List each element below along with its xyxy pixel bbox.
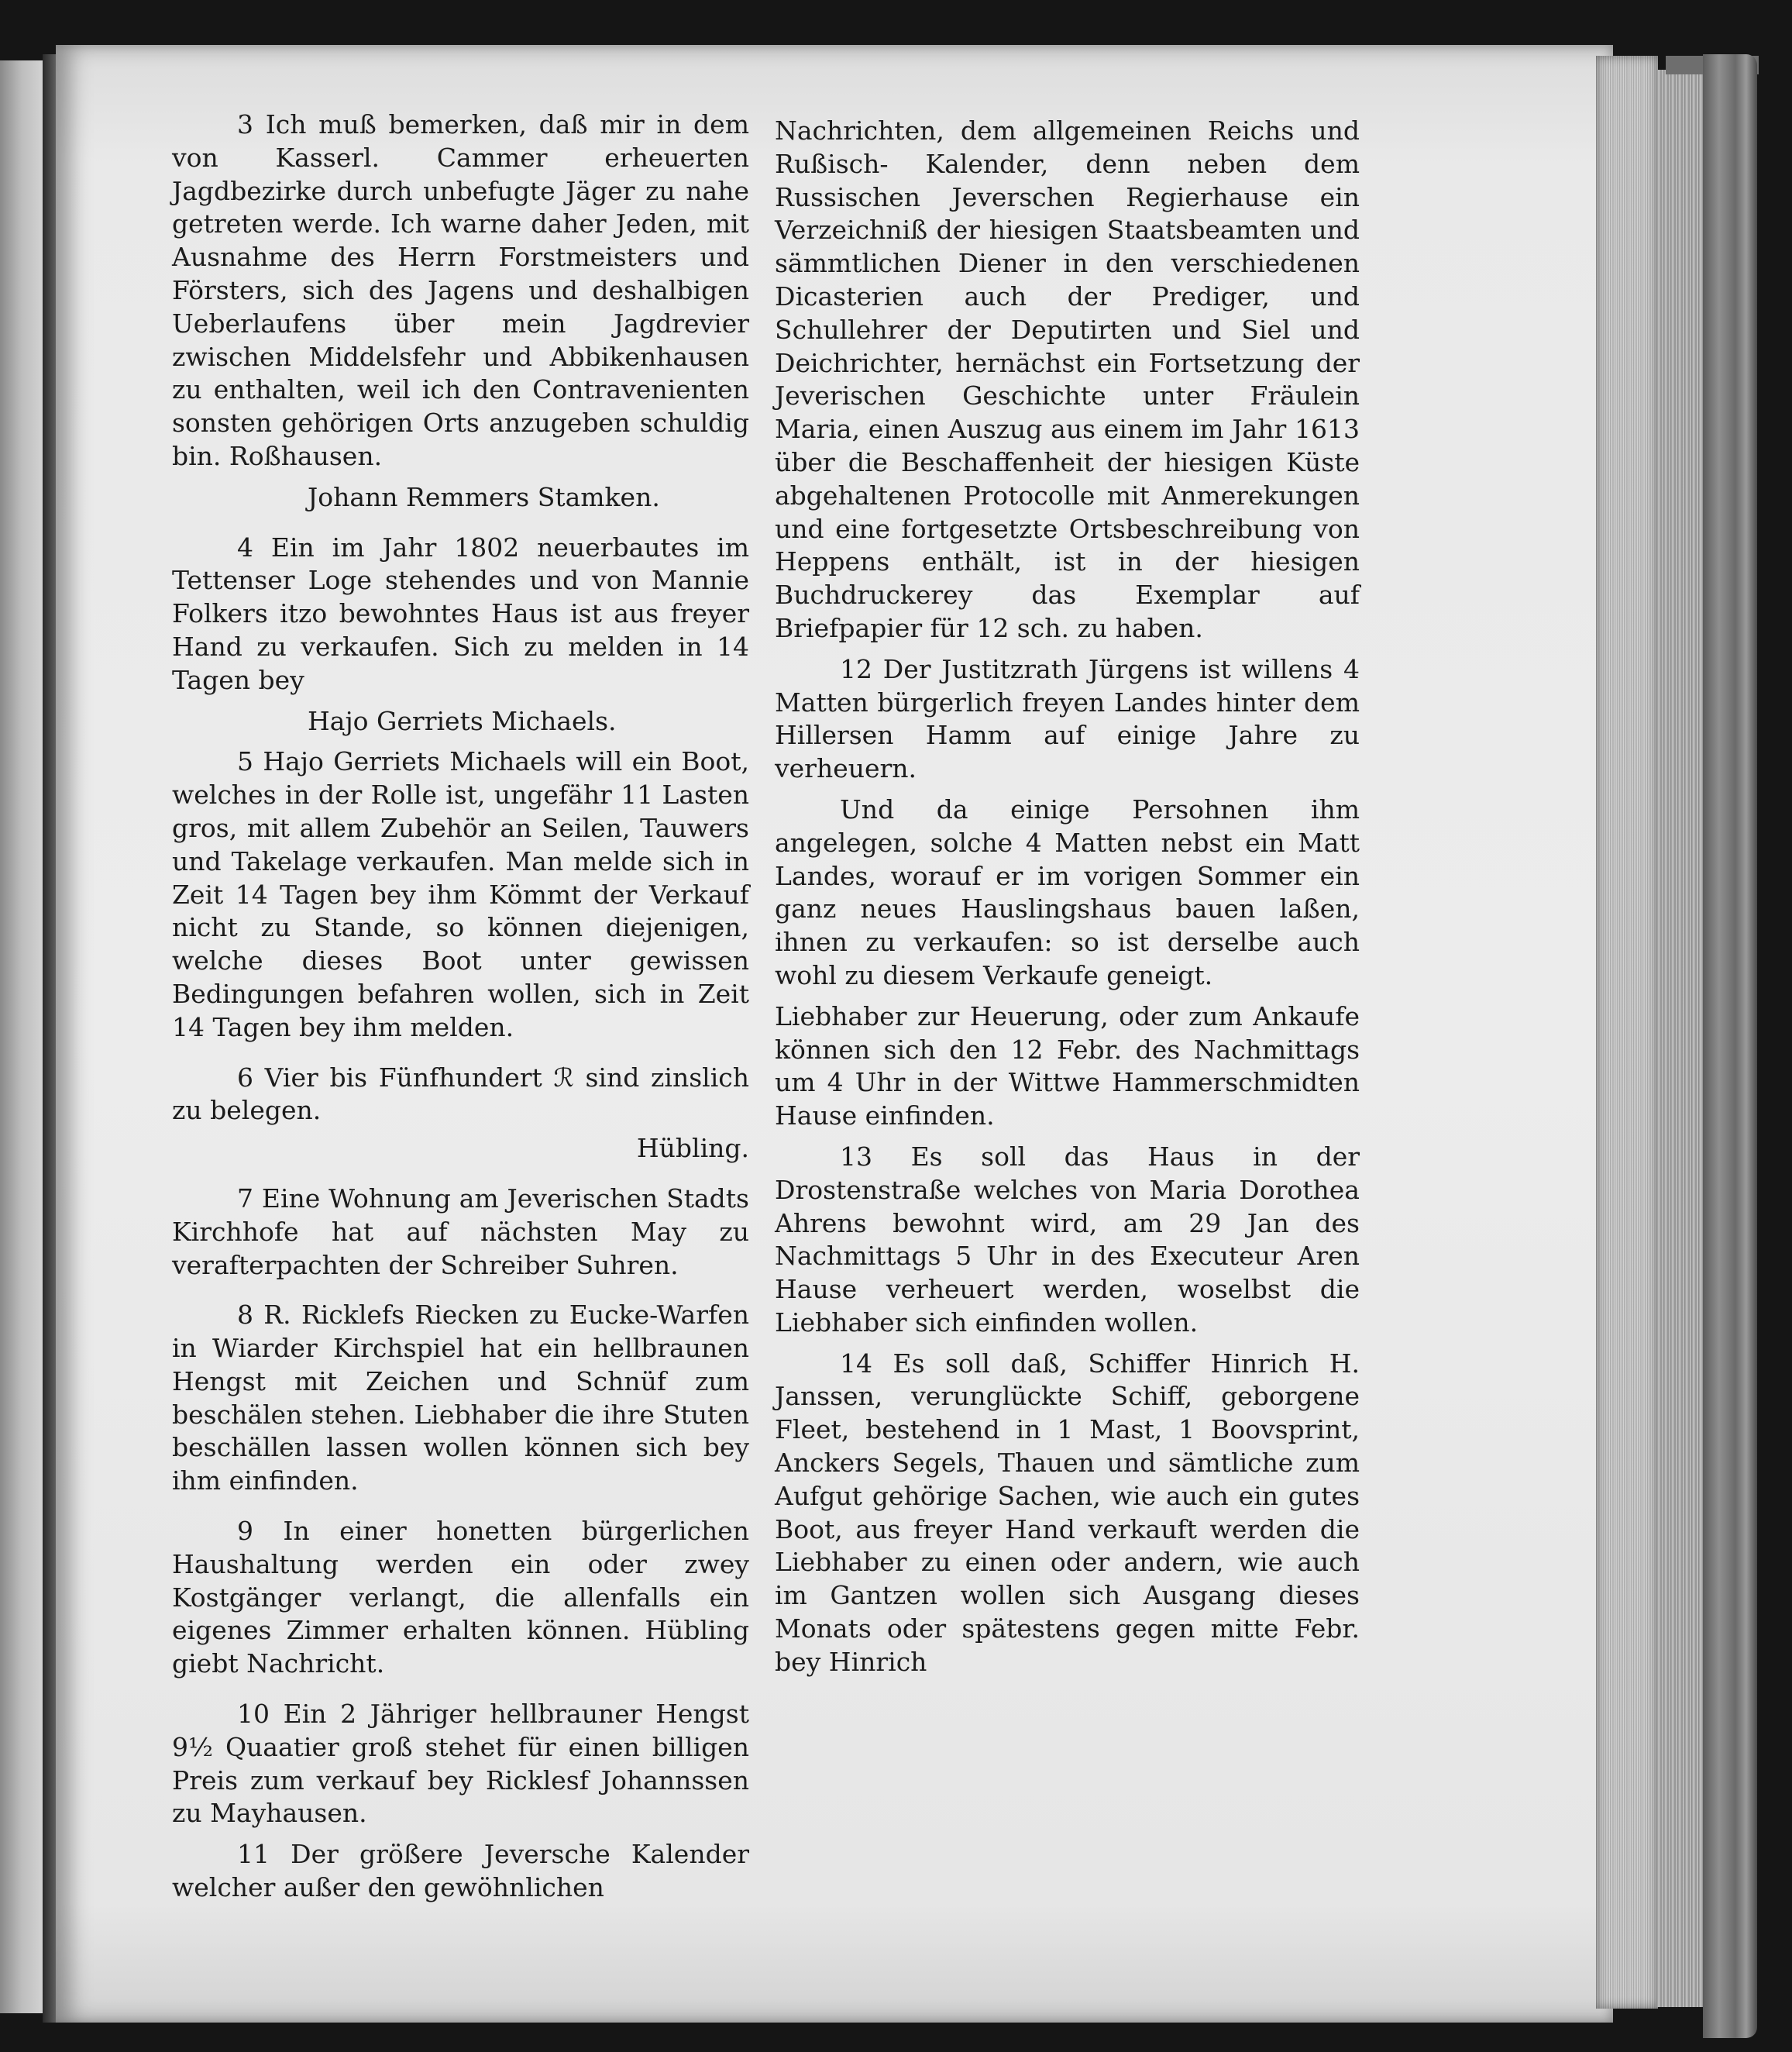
advert-12: 12 Der Justitzrath Jürgens ist willens 4 Matten bürgerlich freyen Landes hinter dem Hillersen Hamm auf einige Jahre zu verheuern. xyxy=(775,653,1360,784)
advert-4-signature: Hajo Gerriets Michaels. xyxy=(308,705,617,736)
advert-5: 5 Hajo Gerriets Michaels will ein Boot, welches in der Rolle ist, ungefähr 11 Lasten gros, mit allem Zubehör an Seilen, Tauwers und Takelage verkaufen. Man melde sich in Zeit 14 Tagen bey ihm Kömmt der Verkauf nicht zu Stande, so können diejenigen, welche dieses Boot unter gewissen Bedingungen befahren wollen, sich in Zeit 14 Tagen bey ihm melden. xyxy=(172,746,749,1042)
advert-3: 3 Ich muß bemerken, daß mir in dem von Kasserl. Cammer erheuerten Jagdbezirke durch unbefugte Jäger zu nahe getreten werde. Ich warne daher Jeden, mit Ausnahme des Herrn Forstmeisters und Försters, sich des Jagens und deshalbigen Ueberlaufens über mein Jagdrevier zwischen Middelsfehr und Abbikenhausen zu enthalten, weil ich den Contravenienten sonsten gehörigen Orts anzugeben schuldig bin. Roßhausen. xyxy=(172,109,749,471)
left-text-column xyxy=(172,108,749,1913)
advert-6: 6 Vier bis Fünfhundert ℛ sind zinslich zu belegen. xyxy=(172,1062,749,1126)
book-cover-edge xyxy=(1703,54,1757,2038)
advert-14: 14 Es soll daß, Schiffer Hinrich H. Janssen, verunglückte Schiff, geborgene Fleet, bestehend in 1 Mast, 1 Boovsprint, Anckers Segels, Thauen und sämtliche zum Aufgut gehörige Sachen, wie auch ein gutes Boot, aus freyer Hand verkauft werden die Liebhaber zu einen oder andern, wie auch im Gantzen wollen sich Ausgang dieses Monats oder spätestens gegen mitte Febr. bey Hinrich xyxy=(775,1348,1360,1677)
left-page-edge xyxy=(0,60,48,2013)
advert-12-part-3: Liebhaber zur Heuerung, oder zum Ankaufe können sich den 12 Febr. des Nachmittags um 4 Uhr in der Wittwe Hammerschmidten Hause einfinden. xyxy=(775,1000,1360,1131)
advert-12-part-2: Und da einige Persohnen ihm angelegen, solche 4 Matten nebst ein Matt Landes, worauf er im vorigen Sommer ein ganz neues Hauslingshaus bauen laßen, ihnen zu verkaufen: so ist derselbe auch wohl zu diesem Verkaufe geneigt. xyxy=(775,794,1360,990)
advert-10: 10 Ein 2 Jähriger hellbrauner Hengst 9½ Quaatier groß stehet für einen billigen Preis zum verkauf bey Ricklesf Johannssen zu Mayhausen. xyxy=(172,1699,749,1829)
advert-6-signature: Hübling. xyxy=(636,1133,749,1164)
advert-8: 8 R. Ricklefs Riecken zu Eucke-Warfen in Wiarder Kirchspiel hat ein hellbraunen Hengst mit Zeichen und Schnüf zum beschälen stehen. Liebhaber die ihre Stuten beschällen lassen wollen können sich bey ihm einfinden. xyxy=(172,1300,749,1496)
advert-7: 7 Eine Wohnung am Jeverischen Stadts Kirchhofe hat auf nächsten May zu verafterpachten der Schreiber Suhren. xyxy=(172,1183,749,1280)
advert-11-continued: Nachrichten, dem allgemeinen Reichs und Rußisch- Kalender, denn neben dem Russischen Jeverschen Regierhause ein Verzeichniß der hiesigen Staatsbeamten und sämmtlichen Diener in den verschiedenen Dicasterien auch der Prediger, und Schullehrer der Deputirten und Siel und Deichrichter, hernächst ein Fortsetzung der Jeverischen Geschichte unter Fräulein Maria, einen Auszug aus einem im Jahr 1613 über die Beschaffenheit der hiesigen Küste abgehaltenen Protocolle mit Anmerekungen und eine fortgesetzte Ortsbeschreibung von Heppens enthält, ist in der hiesigen Buchdruckerey das Exemplar auf Briefpapier für 12 sch. zu haben. xyxy=(775,115,1360,643)
page-block-edges xyxy=(1596,56,1658,2009)
advert-3-signature: Johann Remmers Stamken. xyxy=(308,481,660,512)
right-text-column xyxy=(775,115,1360,1687)
advert-11: 11 Der größere Jeversche Kalender welcher außer den gewöhnlichen xyxy=(172,1839,749,1903)
advert-13: 13 Es soll das Haus in der Drostenstraße welches von Maria Dorothea Ahrens bewohnt wird, am 29 Jan des Nachmittags 5 Uhr in des Executeur Aren Hause verheuert werden, woselbst die Liebhaber sich einfinden wollen. xyxy=(775,1141,1360,1338)
advert-4: 4 Ein im Jahr 1802 neuerbautes im Tettenser Loge stehendes und von Mannie Folkers itzo bewohntes Haus ist aus freyer Hand zu verkaufen. Sich zu melden in 14 Tagen bey xyxy=(172,532,749,695)
advert-9: 9 In einer honetten bürgerlichen Haushaltung werden ein oder zwey Kostgänger verlangt, die allenfalls ein eigenes Zimmer erhalten können. Hübling giebt Nachricht. xyxy=(172,1516,749,1679)
